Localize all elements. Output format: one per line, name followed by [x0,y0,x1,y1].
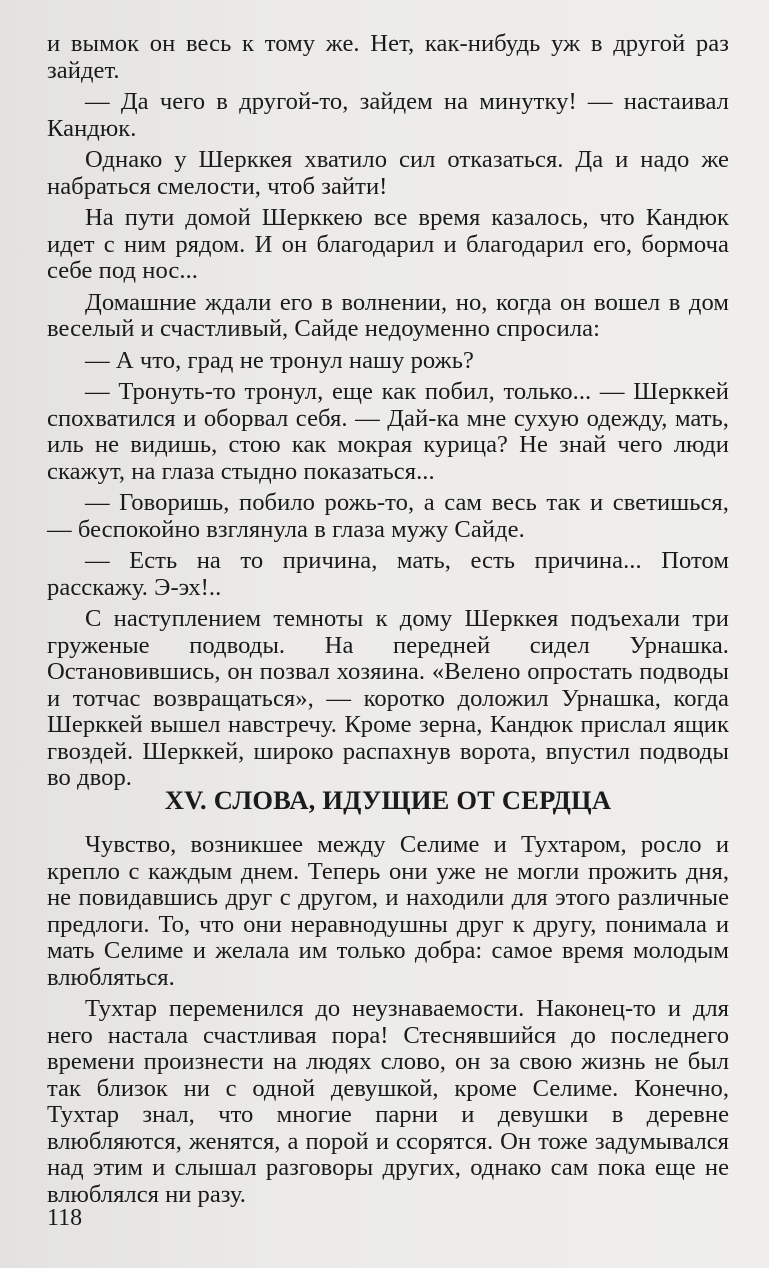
paragraph: Домашние ждали его в волнении, но, когда он вошел в дом веселый и счастливый, Сайде недоуменно спросила: [47,288,729,342]
paragraph: На пути домой Шерккею все время казалось, что Кандюк идет с ним рядом. И он благодарил и благодарил его, бормоча себе под нос... [47,204,729,284]
paragraph: Чувство, возникшее между Селиме и Тухтаром, росло и крепло с каждым днем. Теперь они уже не могли прожить дня, не повидавшись друг с другом, и находили для этого различные предлоги. То, что они неравнодушны друг к другу, понимала и мать Селиме и желала им только добра: самое время молодым влюбляться. [47,831,729,991]
page-number: 118 [47,1205,83,1231]
paragraph: — Есть на то причина, мать, есть причина... Потом расскажу. Э-эх!.. [47,547,729,601]
chapter-title: XV. СЛОВА, ИДУЩИЕ ОТ СЕРДЦА [164,785,612,815]
paragraph: Тухтар переменился до неузнаваемости. Наконец-то и для него настала счастливая пора! Стеснявшийся до последнего времени произнести на людях слово, он за свою жизнь не был так близок ни с одной девушкой, кроме Селиме. Конечно, Тухтар знал, что многие парни и девушки в деревне влюбляются, женятся, а порой и ссорятся. Он тоже задумывался над этим и слышал разговоры других, однако сам пока еще не влюблялся ни разу. [47,995,729,1208]
paragraph: — Говоришь, побило рожь-то, а сам весь так и светишься, — беспокойно взглянула в глаза мужу Сайде. [47,489,729,543]
paragraph: Однако у Шерккея хватило сил отказаться. Да и надо же набраться смелости, чтоб зайти! [47,146,729,200]
paragraph: и вымок он весь к тому же. Нет, как-нибудь уж в другой раз зайдет. [47,30,729,84]
body-text-bottom [47,832,729,1208]
body-text-top [47,31,729,792]
paragraph: — А что, град не тронул нашу рожь? [85,346,474,374]
paragraph: С наступлением темноты к дому Шерккея подъехали три груженые подводы. На передней сидел Урнашка. Остановившись, он позвал хозяина. «Велено опростать подводы и тотчас возвращаться», — коротко доложил Урнашка, когда Шерккей вышел навстречу. Кроме зерна, Кандюк прислал ящик гвоздей. Шерккей, широко распахнув ворота, впустил подводы во двор. [47,605,729,791]
paragraph: — Тронуть-то тронул, еще как побил, только... — Шерккей спохватился и оборвал себя. — Дай-ка мне сухую одежду, мать, иль не видишь, стою как мокрая курица? Не знай чего люди скажут, на глаза стыдно показаться... [47,378,729,485]
paragraph: — Да чего в другой-то, зайдем на минутку! — настаивал Кандюк. [47,88,729,142]
